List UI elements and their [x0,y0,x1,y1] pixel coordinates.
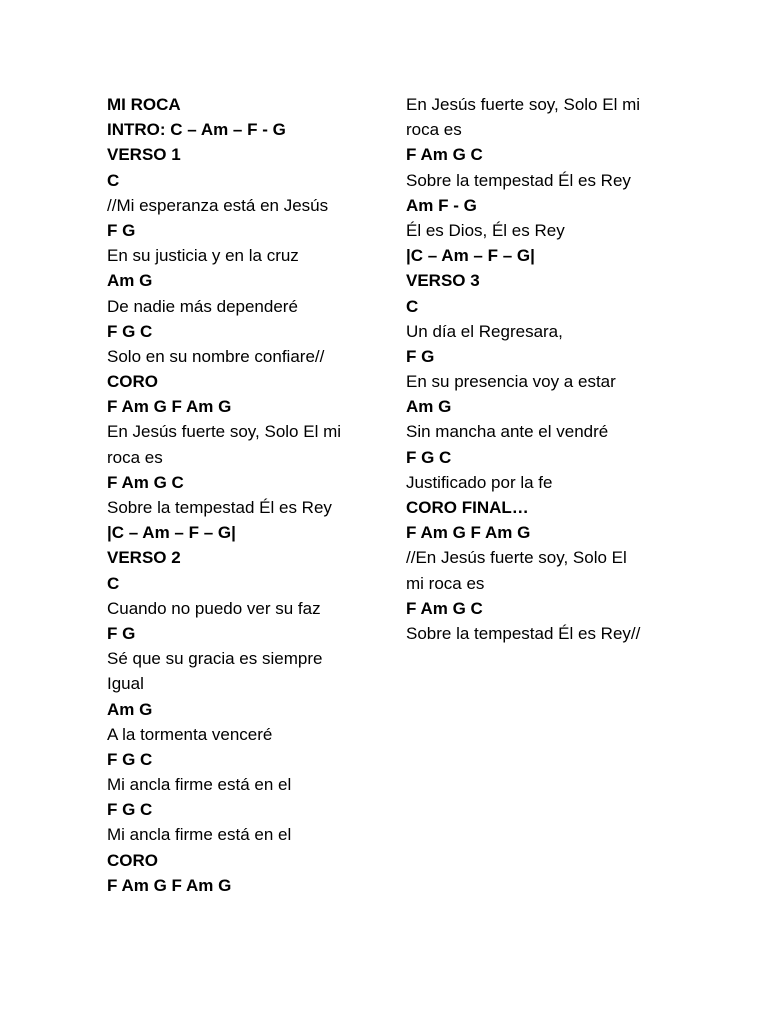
chord-or-heading-line: F Am G F Am G [406,523,531,543]
chord-or-heading-line: F Am G C [107,472,184,492]
lyric-line: Solo en su nombre confiare// [107,346,325,366]
chord-or-heading-line: Am F - G [406,195,477,215]
lyric-line: roca es [107,447,163,467]
chord-or-heading-line: F G C [107,321,153,341]
chord-or-heading-line: F G C [107,749,153,769]
chord-or-heading-line: F Am G F Am G [107,397,232,417]
lyric-line: Sobre la tempestad Él es Rey [107,498,332,517]
chord-or-heading-line: VERSO 1 [107,145,181,165]
lyric-line: De nadie más dependeré [107,296,298,316]
lyric-line: En su justicia y en la cruz [107,246,299,266]
lyric-line: Sin mancha ante el vendré [406,422,609,442]
chord-or-heading-line: Am G [107,699,153,719]
chord-or-heading-line: CORO [107,372,158,392]
chord-or-heading-line: F G [107,623,136,643]
chord-or-heading-line: CORO FINAL… [406,498,529,517]
chord-or-heading-line: |C – Am – F – G| [406,246,535,266]
chord-or-heading-line: F Am G C [406,598,483,618]
chord-or-heading-line: F G C [406,447,452,467]
lyric-line: roca es [406,120,462,140]
right-column [406,92,676,646]
lyric-line: Justificado por la fe [406,472,553,492]
lyric-line: Igual [107,674,144,694]
lyric-line: mi roca es [406,573,485,593]
chord-or-heading-line: F G [406,346,435,366]
lyric-line: En Jesús fuerte soy, Solo El mi [406,95,641,114]
lyric-line: Un día el Regresara, [406,321,563,341]
lyric-line: Mi ancla firme está en el [107,825,292,845]
chord-or-heading-line: F Am G F Am G [107,875,232,895]
chord-or-heading-line: Am G [406,397,452,417]
chord-or-heading-line: C [406,296,419,316]
chord-or-heading-line: VERSO 2 [107,548,181,568]
lyric-line: //Mi esperanza está en Jesús [107,195,329,215]
lyric-line: Él es Dios, Él es Rey [406,220,565,240]
chord-or-heading-line: |C – Am – F – G| [107,523,236,543]
lyric-line: Sobre la tempestad Él es Rey// [406,623,641,643]
chord-or-heading-line: VERSO 3 [406,271,480,291]
chord-or-heading-line: C [107,170,120,190]
lyric-line: En Jesús fuerte soy, Solo El mi [107,422,342,442]
chord-or-heading-line: F G [107,220,136,240]
chord-or-heading-line: MI ROCA [107,95,181,114]
lyric-line: Sé que su gracia es siempre [107,649,323,669]
chord-or-heading-line: F G C [107,800,153,820]
chord-or-heading-line: Am G [107,271,153,291]
lyric-line: A la tormenta venceré [107,724,273,744]
lyric-line: En su presencia voy a estar [406,372,616,392]
chord-or-heading-line: C [107,573,120,593]
lyric-line: Mi ancla firme está en el [107,775,292,795]
left-column [107,92,377,898]
chord-or-heading-line: INTRO: C – Am – F - G [107,120,286,140]
chord-or-heading-line: CORO [107,850,158,870]
lyric-line: Sobre la tempestad Él es Rey [406,170,631,190]
chord-or-heading-line: F Am G C [406,145,483,165]
lyric-line: //En Jesús fuerte soy, Solo El [406,548,627,568]
lyric-line: Cuando no puedo ver su faz [107,598,321,618]
